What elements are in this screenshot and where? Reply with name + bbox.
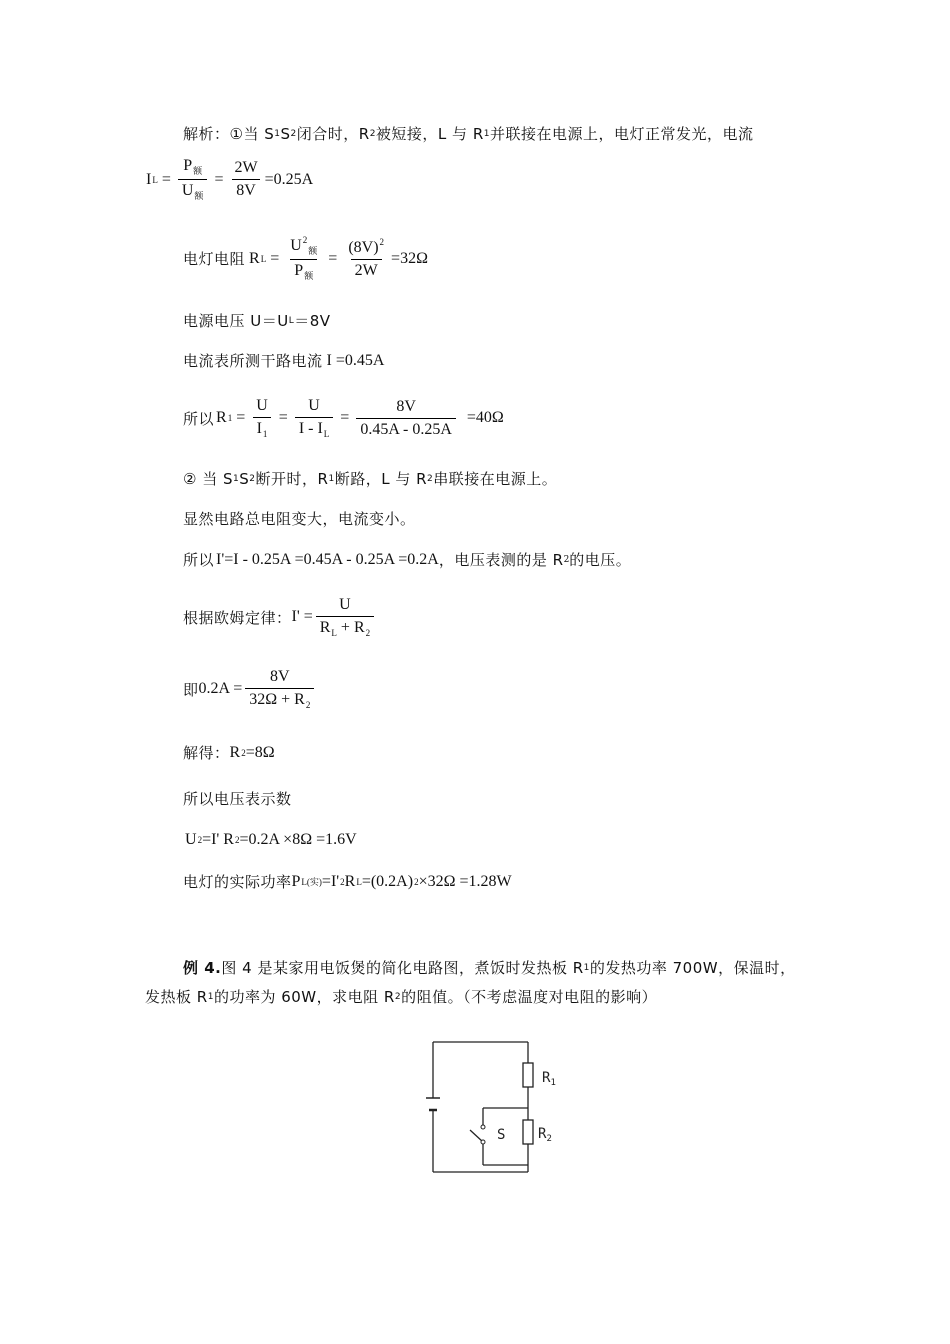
analysis-line-1: 解析：①当 S 1 S 2 闭合时，R 2 被短接，L 与 R 1 并联接在电源上，电灯正常发光，电流	[183, 124, 754, 143]
resistor-r2	[523, 1120, 533, 1144]
label-r2: $R_2$	[538, 1126, 552, 1144]
label-switch: S	[497, 1127, 506, 1143]
equation-u2: U 2 =I' R 2 =0.2A ×8Ω =1.6V	[185, 831, 357, 848]
example-4-line-2: 发热板 R 1 的功率为 60W，求电阻 R 2 的阻值。（不考虑温度对电阻的影响）	[145, 988, 658, 1006]
resistor-r1	[523, 1063, 533, 1087]
equation-substitution: 即 0.2A = $\frac{8V}{32\Omega + R_2}$	[183, 668, 317, 710]
equation-actual-power: 电灯的实际功率 P L(实) =I' 2 R L =(0.2A) 2 ×32Ω =1.28W	[183, 872, 512, 891]
switch-contact-top	[481, 1125, 485, 1129]
analysis-line-2: ② 当 S 1 S 2 断开时，R 1 断路，L 与 R 2 串联接在电源上。	[183, 469, 558, 488]
example-4-line-1: 例 4. 图 4 是某家用电饭煲的简化电路图，煮饭时发热板 R 1 的发热功率 700W，保温时，	[183, 959, 796, 977]
equation-new-current: 所以 I'=I - 0.25A =0.45A - 0.25A =0.2A ，电压表测的是 R 2 的电压。	[183, 550, 632, 569]
circuit-diagram	[415, 1030, 585, 1180]
resistance-statement: 显然电路总电阻变大，电流变小。	[183, 510, 416, 528]
solution-r2: 解得： R 2 =8Ω	[183, 743, 275, 762]
switch-contact-bottom	[481, 1140, 485, 1144]
voltmeter-statement: 所以电压表示数	[183, 790, 292, 808]
label-r1: $R_1$	[542, 1070, 556, 1088]
switch-s	[470, 1130, 483, 1142]
equation-ohms-law: 根据欧姆定律： I' = $\frac{U}{R_L + R_2}$	[183, 596, 377, 638]
equation-r1: 所以 R 1 = $\frac{U}{I_1}$ = $\frac{U}{I - I_L}$ = $\frac{8V}{0.45A - 0.25A}$ =40Ω	[183, 397, 504, 439]
equation-current-il: I L = $\frac{P_额}{U_额}$ = $\frac{2W}{8V}$ =0.25A	[146, 157, 314, 201]
ammeter-line: 电流表所测干路电流 I =0.45A	[183, 351, 385, 370]
equation-lamp-resistance: 电灯电阻 R L = $\frac{U^2_额}{P_额}$ = $\frac{(8V)^2}{2W}$ =32Ω	[183, 235, 428, 281]
source-voltage-line: 电源电压 U＝U L ＝8V	[183, 312, 331, 330]
